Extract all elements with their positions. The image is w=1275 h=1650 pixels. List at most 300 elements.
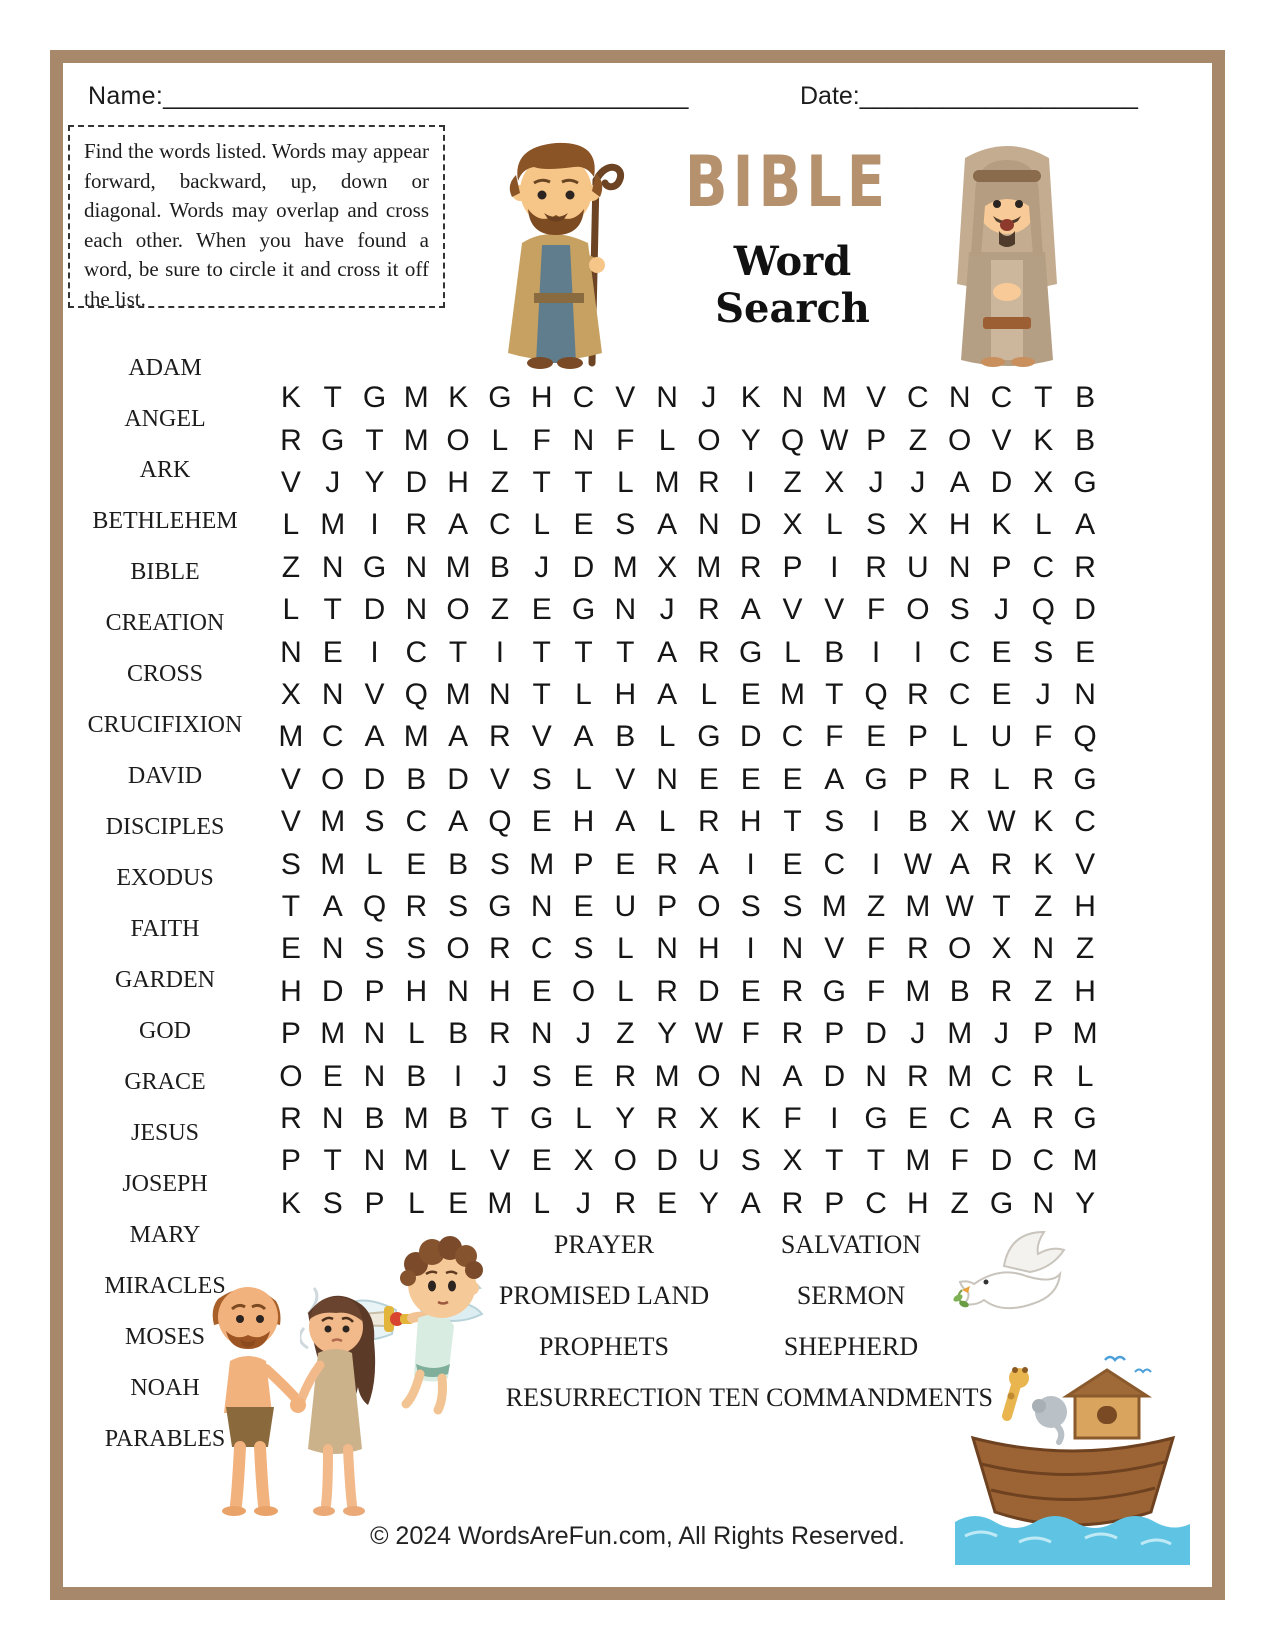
grid-letter: A (991, 1101, 1012, 1135)
date-label: Date: (800, 82, 860, 110)
grid-letter: C (1032, 550, 1055, 584)
word-list-item: JOSEPH (122, 1171, 208, 1197)
word-list-item: CROSS (126, 661, 204, 687)
grid-letter: L (282, 593, 300, 627)
date-row (800, 82, 1138, 111)
word-list-item: BIBLE (130, 559, 200, 585)
grid-letter: Z (616, 1017, 635, 1051)
grid-letter: F (532, 423, 551, 457)
grid-letter: L (616, 465, 634, 499)
word-list-item: BETHLEHEM (92, 508, 238, 534)
grid-letter: L (784, 635, 801, 669)
grid-letter: R (405, 889, 428, 923)
grid-letter: Q (780, 423, 805, 457)
grid-letter: P (364, 974, 385, 1008)
grid-letter: E (322, 635, 343, 669)
grid-letter: A (615, 805, 636, 839)
grid-letter: Q (864, 677, 888, 711)
grid-letter: O (446, 593, 470, 627)
word-list-item: MOSES (124, 1324, 206, 1350)
grid-letter: I (370, 508, 379, 542)
grid-letter: P (782, 550, 803, 584)
grid-letter: T (574, 465, 593, 499)
grid-letter: O (279, 1059, 303, 1093)
grid-letter: G (321, 423, 345, 457)
grid-letter: E (573, 889, 594, 923)
word-list-item: JESUS (130, 1120, 200, 1146)
grid-letter: S (573, 932, 594, 966)
grid-letter: B (448, 1017, 469, 1051)
grid-letter: N (321, 677, 344, 711)
grid-letter: M (320, 805, 346, 839)
grid-letter: H (572, 805, 595, 839)
grid-letter: K (448, 381, 469, 415)
grid-letter: R (990, 847, 1013, 881)
grid-letter: B (1075, 423, 1096, 457)
grid-letter: V (280, 805, 301, 839)
grid-letter: M (905, 974, 931, 1008)
grid-letter: S (489, 847, 510, 881)
grid-letter: X (573, 1144, 594, 1178)
grid-letter: V (991, 423, 1012, 457)
grid-letter: E (1075, 635, 1096, 669)
grid-letter: G (1073, 465, 1097, 499)
grid-letter: T (574, 635, 593, 669)
grid-letter: T (323, 1144, 342, 1178)
grid-letter: N (363, 1017, 386, 1051)
grid-letter: L (533, 1186, 551, 1220)
grid-letter: K (1033, 805, 1054, 839)
grid-letter: K (740, 1101, 761, 1135)
grid-letter: J (910, 1017, 926, 1051)
grid-letter: T (616, 635, 635, 669)
grid-letter: I (830, 1101, 839, 1135)
grid-letter: A (322, 889, 343, 923)
grid-letter: R (280, 1101, 302, 1135)
grid-letter: P (573, 847, 594, 881)
date-blank-line: ____________________ (859, 82, 1138, 110)
grid-letter: M (445, 550, 471, 584)
grid-letter: L (616, 932, 634, 966)
grid-letter: G (989, 1186, 1014, 1220)
grid-letter: R (907, 932, 929, 966)
grid-letter: C (990, 381, 1013, 415)
grid-letter: L (825, 508, 843, 542)
grid-letter: W (945, 889, 974, 923)
grid-letter: K (1033, 847, 1054, 881)
word-list-item: GARDEN (115, 967, 215, 993)
grid-letter: Z (281, 550, 301, 584)
grid-letter: G (571, 593, 596, 627)
grid-letter: V (615, 381, 636, 415)
grid-letter: B (949, 974, 970, 1008)
grid-letter: U (907, 550, 929, 584)
grid-letter: U (698, 1144, 720, 1178)
word-list-item: RESURRECTION (505, 1383, 703, 1412)
grid-letter: W (820, 423, 849, 457)
grid-letter: P (1033, 1017, 1054, 1051)
grid-letter: M (654, 1059, 680, 1093)
adam-and-eve-illustration (190, 1265, 395, 1535)
grid-letter: W (987, 805, 1016, 839)
grid-letter: M (403, 1144, 429, 1178)
grid-letter: L (1034, 508, 1052, 542)
grid-letter: H (907, 1186, 929, 1220)
grid-letter: N (948, 550, 971, 584)
grid-letter: L (575, 1101, 592, 1135)
grid-letter: J (1035, 677, 1051, 711)
grid-letter: D (990, 1144, 1013, 1178)
grid-letter: N (530, 889, 553, 923)
grid-letter: A (1075, 508, 1096, 542)
grid-letter: R (698, 465, 720, 499)
grid-letter: X (907, 508, 928, 542)
word-list-item: GOD (139, 1018, 191, 1044)
grid-letter: D (363, 762, 386, 796)
grid-letter: L (1076, 1059, 1094, 1093)
grid-letter: D (321, 974, 344, 1008)
grid-letter: K (991, 508, 1012, 542)
grid-letter: L (658, 720, 676, 754)
grid-letter: I (453, 1059, 463, 1093)
grid-letter: B (448, 1101, 469, 1135)
grid-letter: A (782, 1059, 803, 1093)
grid-letter: O (948, 423, 972, 457)
grid-letter: L (533, 508, 551, 542)
grid-letter: S (615, 508, 636, 542)
grid-letter: N (572, 423, 595, 457)
grid-letter: E (698, 762, 719, 796)
word-list-item: FAITH (130, 916, 200, 942)
footer-copyright: © 2024 WordsAreFun.com, All Rights Reserved. (370, 1522, 905, 1550)
grid-letter: E (406, 847, 427, 881)
grid-letter: M (821, 889, 847, 923)
grid-letter: E (573, 1059, 594, 1093)
grid-letter: D (405, 465, 428, 499)
grid-letter: O (697, 889, 721, 923)
grid-letter: R (280, 423, 302, 457)
grid-letter: L (658, 423, 676, 457)
grid-letter: E (991, 677, 1012, 711)
word-list-item: ADAM (128, 355, 202, 381)
grid-letter: N (530, 1017, 553, 1051)
grid-letter: B (489, 550, 510, 584)
grid-letter: P (280, 1144, 301, 1178)
grid-letter: C (865, 1186, 887, 1220)
grid-letter: N (781, 932, 804, 966)
grid-letter: C (907, 381, 929, 415)
grid-letter: M (905, 1144, 931, 1178)
word-list-item: PARABLES (104, 1426, 226, 1452)
grid-letter: R (781, 1186, 804, 1220)
grid-letter: V (489, 762, 510, 796)
grid-letter: J (910, 465, 926, 499)
grid-letter: L (282, 508, 300, 542)
grid-letter: R (656, 1101, 678, 1135)
grid-letter: J (492, 1059, 508, 1093)
grid-letter: S (406, 932, 427, 966)
grid-letter: E (531, 974, 552, 1008)
grid-letter: G (864, 1101, 888, 1135)
grid-letter: K (740, 381, 761, 415)
grid-letter: U (990, 720, 1013, 754)
grid-letter: Z (490, 465, 510, 499)
grid-letter: L (407, 1186, 425, 1220)
grid-letter: R (698, 635, 720, 669)
grid-letter: N (363, 1059, 386, 1093)
grid-letter: X (991, 932, 1012, 966)
grid-letter: E (531, 593, 552, 627)
grid-letter: B (406, 762, 427, 796)
grid-letter: A (949, 465, 970, 499)
grid-letter: M (320, 508, 346, 542)
grid-letter: C (1074, 805, 1096, 839)
grid-letter: Y (615, 1101, 636, 1135)
grid-letter: P (824, 1017, 845, 1051)
grid-letter: Z (490, 593, 510, 627)
word-list-item: CREATION (105, 610, 225, 636)
grid-letter: W (903, 847, 933, 881)
grid-letter: I (871, 635, 881, 669)
grid-letter: P (907, 762, 928, 796)
grid-letter: Q (404, 677, 428, 711)
grid-letter: N (321, 1101, 344, 1135)
grid-letter: C (572, 381, 595, 415)
grid-letter: C (781, 720, 804, 754)
grid-letter: L (616, 974, 634, 1008)
grid-letter: T (783, 805, 802, 839)
word-list-item: ANGEL (124, 406, 206, 432)
grid-letter: Y (364, 465, 385, 499)
grid-letter: Z (1034, 974, 1053, 1008)
grid-letter: A (448, 720, 469, 754)
grid-letter: T (825, 1144, 844, 1178)
grid-letter: X (280, 677, 301, 711)
grid-letter: H (530, 381, 553, 415)
grid-letter: N (865, 1059, 887, 1093)
grid-letter: L (366, 847, 383, 881)
grid-letter: N (280, 635, 302, 669)
grid-letter: G (530, 1101, 554, 1135)
grid-letter: M (403, 423, 429, 457)
grid-letter: N (1032, 1186, 1055, 1220)
grid-letter: V (531, 720, 552, 754)
grid-letter: E (448, 1186, 469, 1220)
grid-letter: S (322, 1186, 343, 1220)
grid-letter: B (448, 847, 469, 881)
grid-letter: A (573, 720, 594, 754)
grid-letter: H (1074, 889, 1096, 923)
grid-letter: A (657, 508, 678, 542)
grid-letter: S (364, 805, 385, 839)
grid-letter: B (824, 635, 845, 669)
grid-letter: O (321, 762, 345, 796)
grid-letter: X (824, 465, 845, 499)
grid-letter: E (782, 762, 803, 796)
grid-letter: E (573, 508, 594, 542)
grid-letter: N (739, 1059, 762, 1093)
grid-letter: V (615, 762, 636, 796)
grid-letter: H (489, 974, 511, 1008)
grid-letter: D (447, 762, 469, 796)
grid-letter: E (615, 847, 636, 881)
grid-letter: C (1032, 1144, 1055, 1178)
grid-letter: Y (740, 423, 761, 457)
grid-letter: M (1072, 1017, 1098, 1051)
grid-letter: C (823, 847, 846, 881)
priest-illustration (935, 132, 1080, 367)
grid-letter: M (654, 465, 680, 499)
grid-letter: E (740, 677, 761, 711)
word-list-item: NOAH (130, 1375, 200, 1401)
grid-letter: M (403, 381, 429, 415)
grid-letter: Y (657, 1017, 678, 1051)
word-list-item: MARY (129, 1222, 201, 1248)
grid-letter: R (489, 1017, 511, 1051)
grid-letter: O (948, 932, 972, 966)
grid-letter: M (779, 677, 805, 711)
name-row (88, 82, 689, 111)
grid-letter: D (739, 720, 762, 754)
grid-letter: L (449, 1144, 467, 1178)
grid-letter: A (448, 508, 469, 542)
grid-letter: S (531, 1059, 552, 1093)
grid-letter: A (740, 1186, 761, 1220)
grid-letter: M (821, 381, 847, 415)
grid-letter: A (698, 847, 719, 881)
grid-letter: Y (698, 1186, 719, 1220)
grid-letter: A (949, 847, 970, 881)
grid-letter: B (364, 1101, 385, 1135)
page-subtitle: Word Search (715, 238, 870, 332)
grid-letter: M (445, 677, 471, 711)
grid-letter: C (405, 805, 428, 839)
grid-letter: I (746, 932, 755, 966)
grid-letter: C (489, 508, 511, 542)
word-list-item: ARK (139, 457, 191, 483)
grid-letter: L (993, 762, 1010, 796)
grid-letter: Z (1075, 932, 1095, 966)
grid-letter: G (864, 762, 888, 796)
grid-letter: R (1074, 550, 1096, 584)
grid-letter: Z (908, 423, 928, 457)
letter-grid (270, 377, 1106, 1225)
grid-letter: U (614, 889, 637, 923)
grid-letter: D (363, 593, 386, 627)
grid-letter: S (740, 1144, 761, 1178)
grid-letter: N (447, 974, 469, 1008)
grid-letter: R (739, 550, 762, 584)
grid-letter: M (1072, 1144, 1098, 1178)
grid-letter: V (866, 381, 887, 415)
grid-letter: X (1033, 465, 1054, 499)
grid-letter: R (865, 550, 887, 584)
grid-letter: G (739, 635, 763, 669)
grid-letter: I (830, 550, 839, 584)
grid-letter: S (280, 847, 301, 881)
grid-letter: P (280, 1017, 301, 1051)
grid-letter: R (405, 508, 428, 542)
grid-letter: L (658, 805, 676, 839)
grid-letter: H (447, 465, 469, 499)
grid-letter: T (866, 1144, 886, 1178)
grid-letter: V (280, 465, 301, 499)
grid-letter: S (364, 932, 385, 966)
grid-letter: E (322, 1059, 343, 1093)
grid-letter: C (990, 1059, 1013, 1093)
grid-letter: H (948, 508, 971, 542)
grid-letter: V (364, 677, 385, 711)
word-list-item: SALVATION (780, 1230, 922, 1259)
word-list-item: PROPHETS (538, 1332, 670, 1361)
grid-letter: C (948, 635, 971, 669)
word-list-item: DAVID (127, 763, 203, 789)
grid-letter: B (1075, 381, 1096, 415)
grid-letter: C (405, 635, 428, 669)
grid-letter: S (782, 889, 803, 923)
grid-letter: T (323, 381, 342, 415)
grid-letter: M (487, 1186, 513, 1220)
grid-letter: C (948, 677, 971, 711)
grid-letter: T (281, 889, 301, 923)
grid-letter: K (280, 1186, 301, 1220)
grid-letter: T (532, 635, 551, 669)
grid-letter: D (656, 1144, 678, 1178)
grid-letter: J (325, 465, 341, 499)
grid-letter: J (993, 1017, 1009, 1051)
grid-letter: F (783, 1101, 802, 1135)
grid-letter: E (740, 974, 761, 1008)
grid-letter: J (534, 550, 550, 584)
grid-letter: Q (1073, 720, 1097, 754)
grid-letter: S (866, 508, 887, 542)
grid-letter: L (491, 423, 509, 457)
grid-letter: G (362, 381, 387, 415)
grid-letter: P (866, 423, 887, 457)
grid-letter: S (824, 805, 845, 839)
grid-letter: V (1075, 847, 1096, 881)
grid-letter: E (866, 720, 887, 754)
word-list-item: DISCIPLES (105, 814, 225, 840)
grid-letter: O (697, 423, 721, 457)
grid-letter: Q (488, 805, 512, 839)
grid-letter: A (364, 720, 385, 754)
grid-letter: E (280, 932, 301, 966)
grid-letter: B (406, 1059, 427, 1093)
grid-letter: Q (1031, 593, 1055, 627)
grid-letter: D (823, 1059, 846, 1093)
grid-letter: Q (362, 889, 387, 923)
grid-letter: L (575, 677, 592, 711)
grid-letter: T (825, 677, 844, 711)
grid-letter: D (990, 465, 1013, 499)
grid-letter: Y (1075, 1186, 1096, 1220)
grid-letter: N (489, 677, 511, 711)
grid-letter: S (531, 762, 552, 796)
grid-letter: G (488, 381, 512, 415)
grid-letter: V (782, 593, 803, 627)
grid-letter: C (948, 1101, 971, 1135)
grid-letter: H (280, 974, 302, 1008)
grid-letter: H (405, 974, 428, 1008)
grid-letter: N (321, 550, 344, 584)
grid-letter: T (1034, 381, 1053, 415)
grid-letter: N (656, 932, 678, 966)
grid-letter: M (529, 847, 555, 881)
grid-letter: S (1033, 635, 1054, 669)
grid-letter: X (657, 550, 678, 584)
grid-letter: C (530, 932, 553, 966)
